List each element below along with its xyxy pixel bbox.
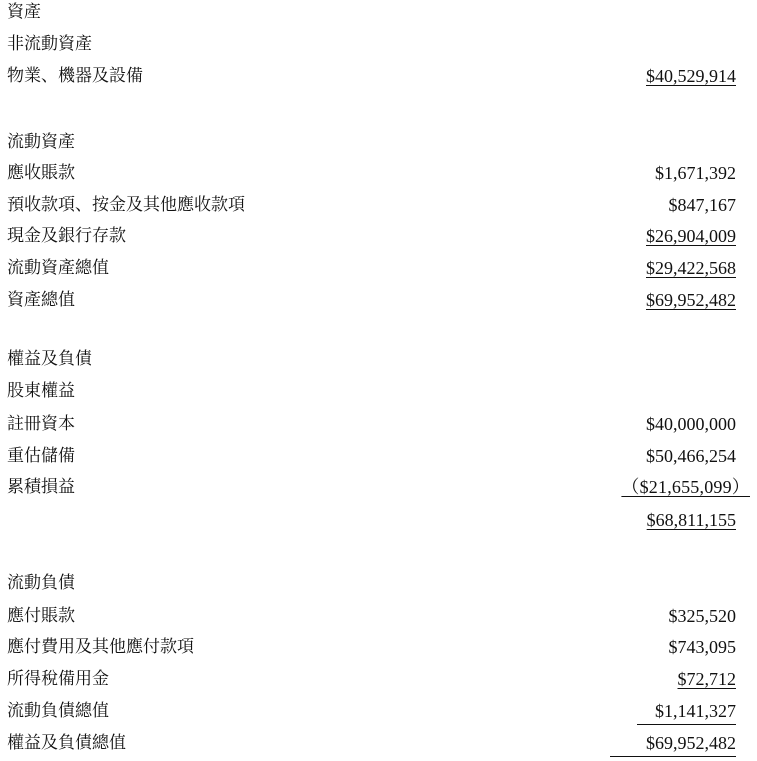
income-tax-provision-amount: $72,712	[677, 669, 736, 689]
payables-label: 應付賬款	[7, 606, 75, 626]
registered-capital-label: 註冊資本	[7, 414, 75, 434]
receivables-amount: $1,671,392	[655, 163, 736, 183]
accrued-expenses-row	[0, 632, 757, 662]
prepayments-row	[0, 190, 757, 220]
ppe-row	[0, 61, 757, 91]
non-current-assets-heading-row	[0, 29, 757, 59]
accumulated-pl-row	[0, 472, 757, 502]
prepayments-amount: $847,167	[668, 195, 736, 215]
ppe-amount: $40,529,914	[646, 66, 736, 86]
receivables-label: 應收賬款	[7, 163, 75, 183]
accumulated-pl-amount: （$21,655,099）	[621, 477, 750, 497]
total-assets-amount: $69,952,482	[646, 290, 736, 310]
equity-liabilities-total-row	[0, 728, 757, 758]
shareholders-equity-heading: 股東權益	[7, 381, 75, 401]
current-liabilities-total-row	[0, 696, 757, 726]
current-assets-heading: 流動資產	[7, 132, 75, 152]
income-tax-provision-row	[0, 664, 757, 694]
equity-liabilities-total-label: 權益及負債總值	[7, 733, 126, 753]
current-liabilities-heading-row	[0, 568, 757, 598]
payables-amount: $325,520	[668, 606, 736, 626]
assets-heading: 資產	[7, 2, 41, 22]
prepayments-label: 預收款項、按金及其他應收款項	[7, 195, 245, 215]
current-liabilities-total-label: 流動負債總值	[7, 701, 109, 721]
current-assets-heading-row	[0, 127, 757, 157]
cash-amount: $26,904,009	[646, 226, 736, 246]
cash-row	[0, 221, 757, 251]
registered-capital-amount: $40,000,000	[646, 414, 736, 434]
equity-subtotal-row	[0, 505, 757, 535]
equity-liabilities-heading-row	[0, 344, 757, 374]
payables-row	[0, 601, 757, 631]
equity-liabilities-heading: 權益及負債	[7, 349, 92, 369]
current-liabilities-heading: 流動負債	[7, 573, 75, 593]
current-assets-total-amount: $29,422,568	[646, 258, 736, 278]
registered-capital-row	[0, 409, 757, 439]
accrued-expenses-amount: $743,095	[668, 637, 736, 657]
cash-label: 現金及銀行存款	[7, 226, 126, 246]
income-tax-provision-label: 所得稅備用金	[7, 669, 109, 689]
non-current-assets-heading: 非流動資產	[7, 34, 92, 54]
total-assets-row	[0, 285, 757, 315]
total-assets-label: 資產總值	[7, 290, 75, 310]
accrued-expenses-label: 應付費用及其他應付款項	[7, 637, 194, 657]
revaluation-reserve-label: 重估儲備	[7, 446, 75, 466]
ppe-label: 物業、機器及設備	[7, 66, 143, 86]
current-assets-total-label: 流動資產總值	[7, 258, 109, 278]
current-liabilities-total-amount: $1,141,327	[637, 698, 736, 725]
receivables-row	[0, 158, 757, 188]
current-assets-total-row	[0, 253, 757, 283]
shareholders-equity-heading-row	[0, 376, 757, 406]
revaluation-reserve-amount: $50,466,254	[646, 446, 736, 466]
accumulated-pl-label: 累積損益	[7, 477, 75, 497]
assets-heading-row	[0, 0, 757, 27]
equity-subtotal-amount: $68,811,155	[646, 510, 736, 530]
equity-liabilities-total-amount: $69,952,482	[610, 730, 736, 757]
revaluation-reserve-row	[0, 441, 757, 471]
